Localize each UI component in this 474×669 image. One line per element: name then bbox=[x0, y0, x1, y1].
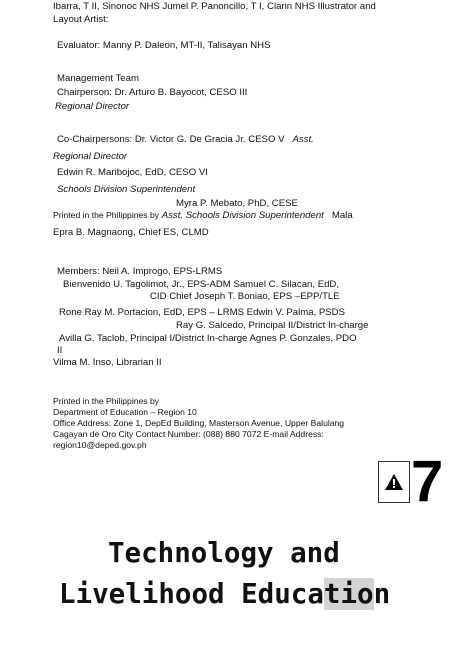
printer-line: Office Address: Zone 1, DepEd Building, Masterson Avenue, Upper Balulang bbox=[53, 418, 345, 428]
credit-line: Layout Artist: bbox=[53, 14, 109, 25]
chairperson: Chairperson: Dr. Arturo B. Bayocot, CESO III bbox=[57, 87, 248, 98]
warning-triangle-icon bbox=[385, 474, 403, 490]
title-line-1: Technology and bbox=[108, 537, 340, 569]
asst-sds-title: Asst. Schools Division Superintendent bbox=[161, 210, 324, 221]
printed-prefix: Printed in the Philippines by bbox=[53, 210, 160, 220]
mebato: Myra P. Mebato, PhD, CESE bbox=[176, 198, 298, 209]
members-line: Bienvenido U. Tagolimot, Jr., EPS-ADM Samuel C. Silacan, EdD, bbox=[63, 279, 340, 290]
schools-division-superintendent: Schools Division Superintendent bbox=[57, 184, 196, 195]
printer-line: Printed in the Philippines by bbox=[53, 396, 160, 406]
mala: Mala bbox=[331, 210, 353, 221]
members-line: Members: Neil A. Improgo, EPS-LRMS bbox=[57, 266, 223, 277]
regional-director-title: Regional Director bbox=[55, 101, 130, 112]
printer-line: Cagayan de Oro City Contact Number: (088) 880 7072 E-mail Address: bbox=[53, 429, 324, 439]
grade-number: 7 bbox=[411, 449, 444, 514]
members-line: CID Chief Joseph T. Boniao, EPS –EPP/TLE bbox=[150, 291, 340, 302]
management-team-heading: Management Team bbox=[57, 73, 139, 84]
evaluator: Evaluator: Manny P. Daleon, MT-II, Talisayan NHS bbox=[57, 40, 271, 51]
printer-line: Department of Education – Region 10 bbox=[53, 407, 197, 417]
co-chairpersons-name: Co-Chairpersons: Dr. Victor G. De Gracia Jr. CESO V bbox=[57, 134, 285, 145]
epra: Epra B. Magnaong, Chief ES, CLMD bbox=[53, 227, 209, 238]
printed-asst-line bbox=[53, 210, 353, 222]
members-line: Rone Ray M. Portacion, EdD, EPS – LRMS Edwin V. Palma, PSDS bbox=[59, 307, 345, 318]
warning-badge bbox=[378, 461, 410, 503]
maribojoc: Edwin R. Maribojoc, EdD, CESO VI bbox=[57, 167, 208, 178]
members-line: II bbox=[57, 345, 63, 356]
members-line: Ray G. Salcedo, Principal II/District In-charge bbox=[176, 320, 369, 331]
members-line: Vilma M. Inso, Librarian II bbox=[53, 357, 162, 368]
credit-line: Ibarra, T II, Sinonoc NHS Jumel P. Panoncillo, T I, Clarin NHS Illustrator and bbox=[53, 1, 376, 12]
asst-label: Asst. bbox=[292, 134, 314, 145]
printer-line: region10@deped.gov.ph bbox=[53, 440, 147, 450]
title-highlight: tio bbox=[323, 578, 374, 610]
members-line: Avilla G. Taclob, Principal I/District In-charge Agnes P. Gonzales, PDO bbox=[59, 333, 357, 344]
regional-director-title: Regional Director bbox=[53, 151, 128, 162]
title-part: Livelihood Educa bbox=[59, 578, 324, 610]
co-chairpersons bbox=[57, 134, 314, 146]
title-line-2 bbox=[59, 577, 390, 611]
title-part: n bbox=[373, 578, 391, 610]
